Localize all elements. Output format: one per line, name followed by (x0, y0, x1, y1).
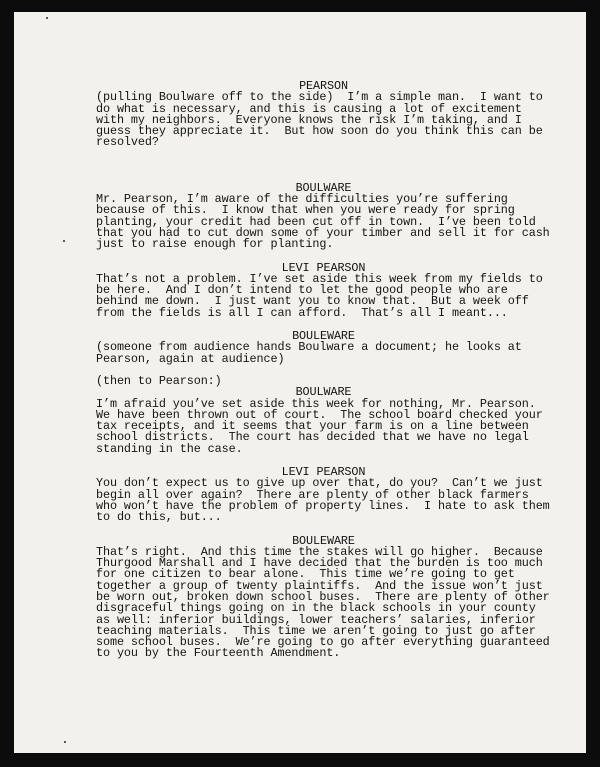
dialogue-line: tax receipts, and it seems that your farm is on a line between (96, 419, 529, 434)
speaker-name: BOULEWARE (292, 533, 355, 548)
dialogue-line: Mr. Pearson, I’m aware of the difficulties you’re suffering (96, 192, 508, 207)
dialogue-line: for one citizen to bear alone. This time we’re going to get (96, 567, 515, 582)
dialogue-line: with my neighbors. Everyone knows the risk I’m taking, and I (96, 112, 522, 127)
dialogue-line: (pulling Boulware off to the side) I’m a simple man. I want to (96, 90, 543, 105)
dialogue-line: That’s right. And this time the stakes will go higher. Because (96, 544, 543, 559)
dialogue-line: That’s not a problem. I’ve set aside this week from my fields to (96, 271, 543, 286)
stage-direction: (then to Pearson:) (96, 373, 222, 388)
dialogue-line: as well: inferior buildings, lower teachers’ salaries, inferior (96, 612, 536, 627)
dialogue-line: to do this, but... (96, 510, 222, 525)
dialogue-block (96, 81, 541, 149)
dialogue-line: guess they appreciate it. But how soon do you think this can be (96, 124, 543, 139)
script-text (96, 79, 550, 661)
stage-direction: (someone from audience hands Boulware a document; he looks at (96, 340, 522, 355)
dialogue-line: do what is necessary, and this is causing a lot of excitement (96, 101, 522, 116)
dialogue-line: be here. And I don’t intend to let the good people who are (96, 283, 508, 298)
speaker-name: LEVI PEARSON (281, 465, 366, 480)
dialogue-line: teaching materials. This time we aren’t going to just go after (96, 623, 536, 638)
dialogue-line: just to raise enough for planting. (96, 237, 334, 252)
dialogue-block (96, 260, 543, 320)
dialogue-line: behind me down. I just want you to know that. But a week off (96, 294, 529, 309)
speaker-name: LEVI PEARSON (281, 260, 366, 275)
dialogue-block (96, 533, 550, 661)
speaker-name: BOULWARE (295, 180, 352, 195)
dialogue-line: because of this. I know that when you were ready for spring (96, 203, 515, 218)
dialogue-block (96, 387, 541, 455)
dialogue-line: who won’t have the problem of property lines. I hate to ask them (96, 498, 550, 513)
paper-speck (63, 240, 65, 242)
dialogue-line: You don’t expect us to give up over that, do you? Can’t we just (96, 476, 543, 491)
dialogue-line: We have been thrown out of court. The school board checked your (96, 407, 543, 422)
speaker-name: PEARSON (299, 79, 348, 93)
dialogue-line: resolved? (96, 135, 159, 150)
dialogue-line: disgraceful things going on in the black schools in your county (96, 601, 536, 616)
dialogue-line: begin all over again? There are plenty of other black farmers (96, 487, 529, 502)
dialogue-line: that you had to cut down some of your timber and sell it for cash (96, 225, 550, 240)
dialogue-line: school districts. The court has decided that we have no legal (96, 430, 529, 445)
speaker-name: BOULWARE (295, 385, 352, 400)
dialogue-line: be worn out, broken down school buses. There are plenty of other (96, 589, 550, 604)
dialogue-line: Thurgood Marshall and I have decided that the burden is too much (96, 556, 543, 571)
document-page (14, 12, 586, 753)
dialogue-line: standing in the case. (96, 441, 243, 456)
dialogue-line: I’m afraid you’ve set aside this week for nothing, Mr. Pearson. (96, 396, 536, 411)
paper-speck (64, 741, 66, 743)
dialogue-line: some school buses. We’re going to go after everything guaranteed (96, 635, 550, 650)
dialogue-line: to you by the Fourteenth Amendment. (96, 646, 341, 661)
stage-direction: Pearson, again at audience) (96, 351, 285, 366)
speaker-name: BOULEWARE (292, 329, 355, 344)
dialogue-line: planting, your credit had been cut off in town. I’ve been told (96, 214, 536, 229)
dialogue-block (96, 465, 550, 525)
dialogue-line: from the fields is all I can afford. That’s all I meant... (96, 305, 508, 320)
dialogue-line: together a group of twenty plaintiffs. And the issue won’t just (96, 578, 543, 593)
paper-speck (46, 17, 48, 19)
dialogue-block (96, 180, 550, 252)
dialogue-block (96, 331, 541, 387)
